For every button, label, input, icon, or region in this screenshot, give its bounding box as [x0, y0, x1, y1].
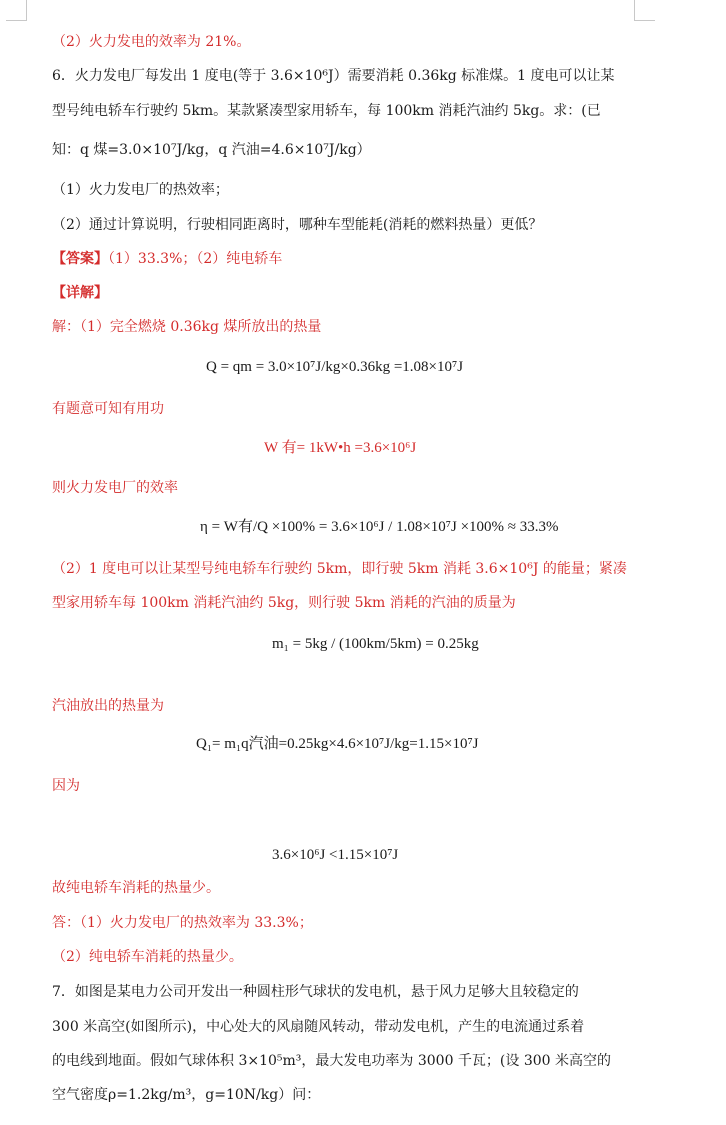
solution-line-8: 答：（1）火力发电厂的热效率为 33.3%；	[52, 915, 313, 931]
solution-line-3: 则火力发电厂的效率	[52, 480, 178, 496]
solution-line-4a: （2）1 度电可以让某型号纯电轿车行驶约 5km，即行驶 5km 消耗 3.6×10⁶J 的能量；紧凑	[52, 561, 627, 577]
equation-efficiency: η = W有/Q ×100% = 3.6×10⁶J / 1.08×10⁷J ×100% ≈ 33.3%	[200, 519, 559, 535]
page-corner-mark-right	[634, 0, 655, 21]
question-7-line-4: 空气密度ρ=1.2kg/m³，g=10N/kg）问：	[52, 1087, 321, 1103]
answer-line	[52, 249, 656, 269]
equation-gasoline-heat: Q₁= m₁q汽油=0.25kg×4.6×10⁷J/kg=1.15×10⁷J	[196, 736, 479, 752]
question-7-line-2: 300 米高空(如图所示)，中心处大的风扇随风转动，带动发电机，产生的电流通过系着	[52, 1019, 585, 1035]
question-6-line-1: 6．火力发电厂每发出 1 度电(等于 3.6×10⁶J）需要消耗 0.36kg 标准煤。1 度电可以让某	[52, 68, 615, 84]
solution-line-9: （2）纯电轿车消耗的热量少。	[52, 949, 243, 965]
page-corner-mark-left	[6, 0, 27, 21]
solution-line-7: 故纯电轿车消耗的热量少。	[52, 880, 220, 896]
question-6-sub-2: （2）通过计算说明，行驶相同距离时，哪种车型能耗(消耗的燃料热量）更低？	[52, 217, 543, 233]
question-6-line-3: 知：q 煤=3.0×10⁷J/kg，q 汽油=4.6×10⁷J/kg）	[52, 142, 371, 158]
question-6-sub-1: （1）火力发电厂的热效率；	[52, 182, 229, 198]
prev-answer-line: （2）火力发电的效率为 21%。	[52, 34, 251, 50]
question-7-line-1: 7．如图是某电力公司开发出一种圆柱形气球状的发电机，悬于风力足够大且较稳定的	[52, 984, 579, 1000]
equation-heat-coal: Q = qm = 3.0×10⁷J/kg×0.36kg =1.08×10⁷J	[206, 359, 464, 375]
solution-line-2: 有题意可知有用功	[52, 401, 164, 417]
solution-line-1: 解：（1）完全燃烧 0.36kg 煤所放出的热量	[52, 319, 322, 335]
detail-tag: 【详解】	[52, 285, 108, 301]
equation-useful-work: W 有= 1kW•h =3.6×10⁶J	[264, 440, 417, 456]
question-6-line-2: 型号纯电轿车行驶约 5km。某款紧凑型家用轿车，每 100km 消耗汽油约 5kg。求：(已	[52, 103, 601, 119]
solution-line-5: 汽油放出的热量为	[52, 698, 164, 714]
solution-line-6: 因为	[52, 778, 80, 794]
equation-compare: 3.6×10⁶J <1.15×10⁷J	[272, 847, 399, 863]
answer-text: （1）33.3%；（2）纯电轿车	[108, 251, 283, 267]
solution-line-4b: 型家用轿车每 100km 消耗汽油约 5kg，则行驶 5km 消耗的汽油的质量为	[52, 595, 516, 611]
answer-tag: 【答案】	[52, 251, 108, 267]
equation-gasoline-mass: m₁ = 5kg / (100km/5km) = 0.25kg	[272, 636, 479, 652]
question-7-line-3: 的电线到地面。假如气球体积 3×10⁵m³，最大发电功率为 3000 千瓦；(设 300 米高空的	[52, 1053, 612, 1069]
